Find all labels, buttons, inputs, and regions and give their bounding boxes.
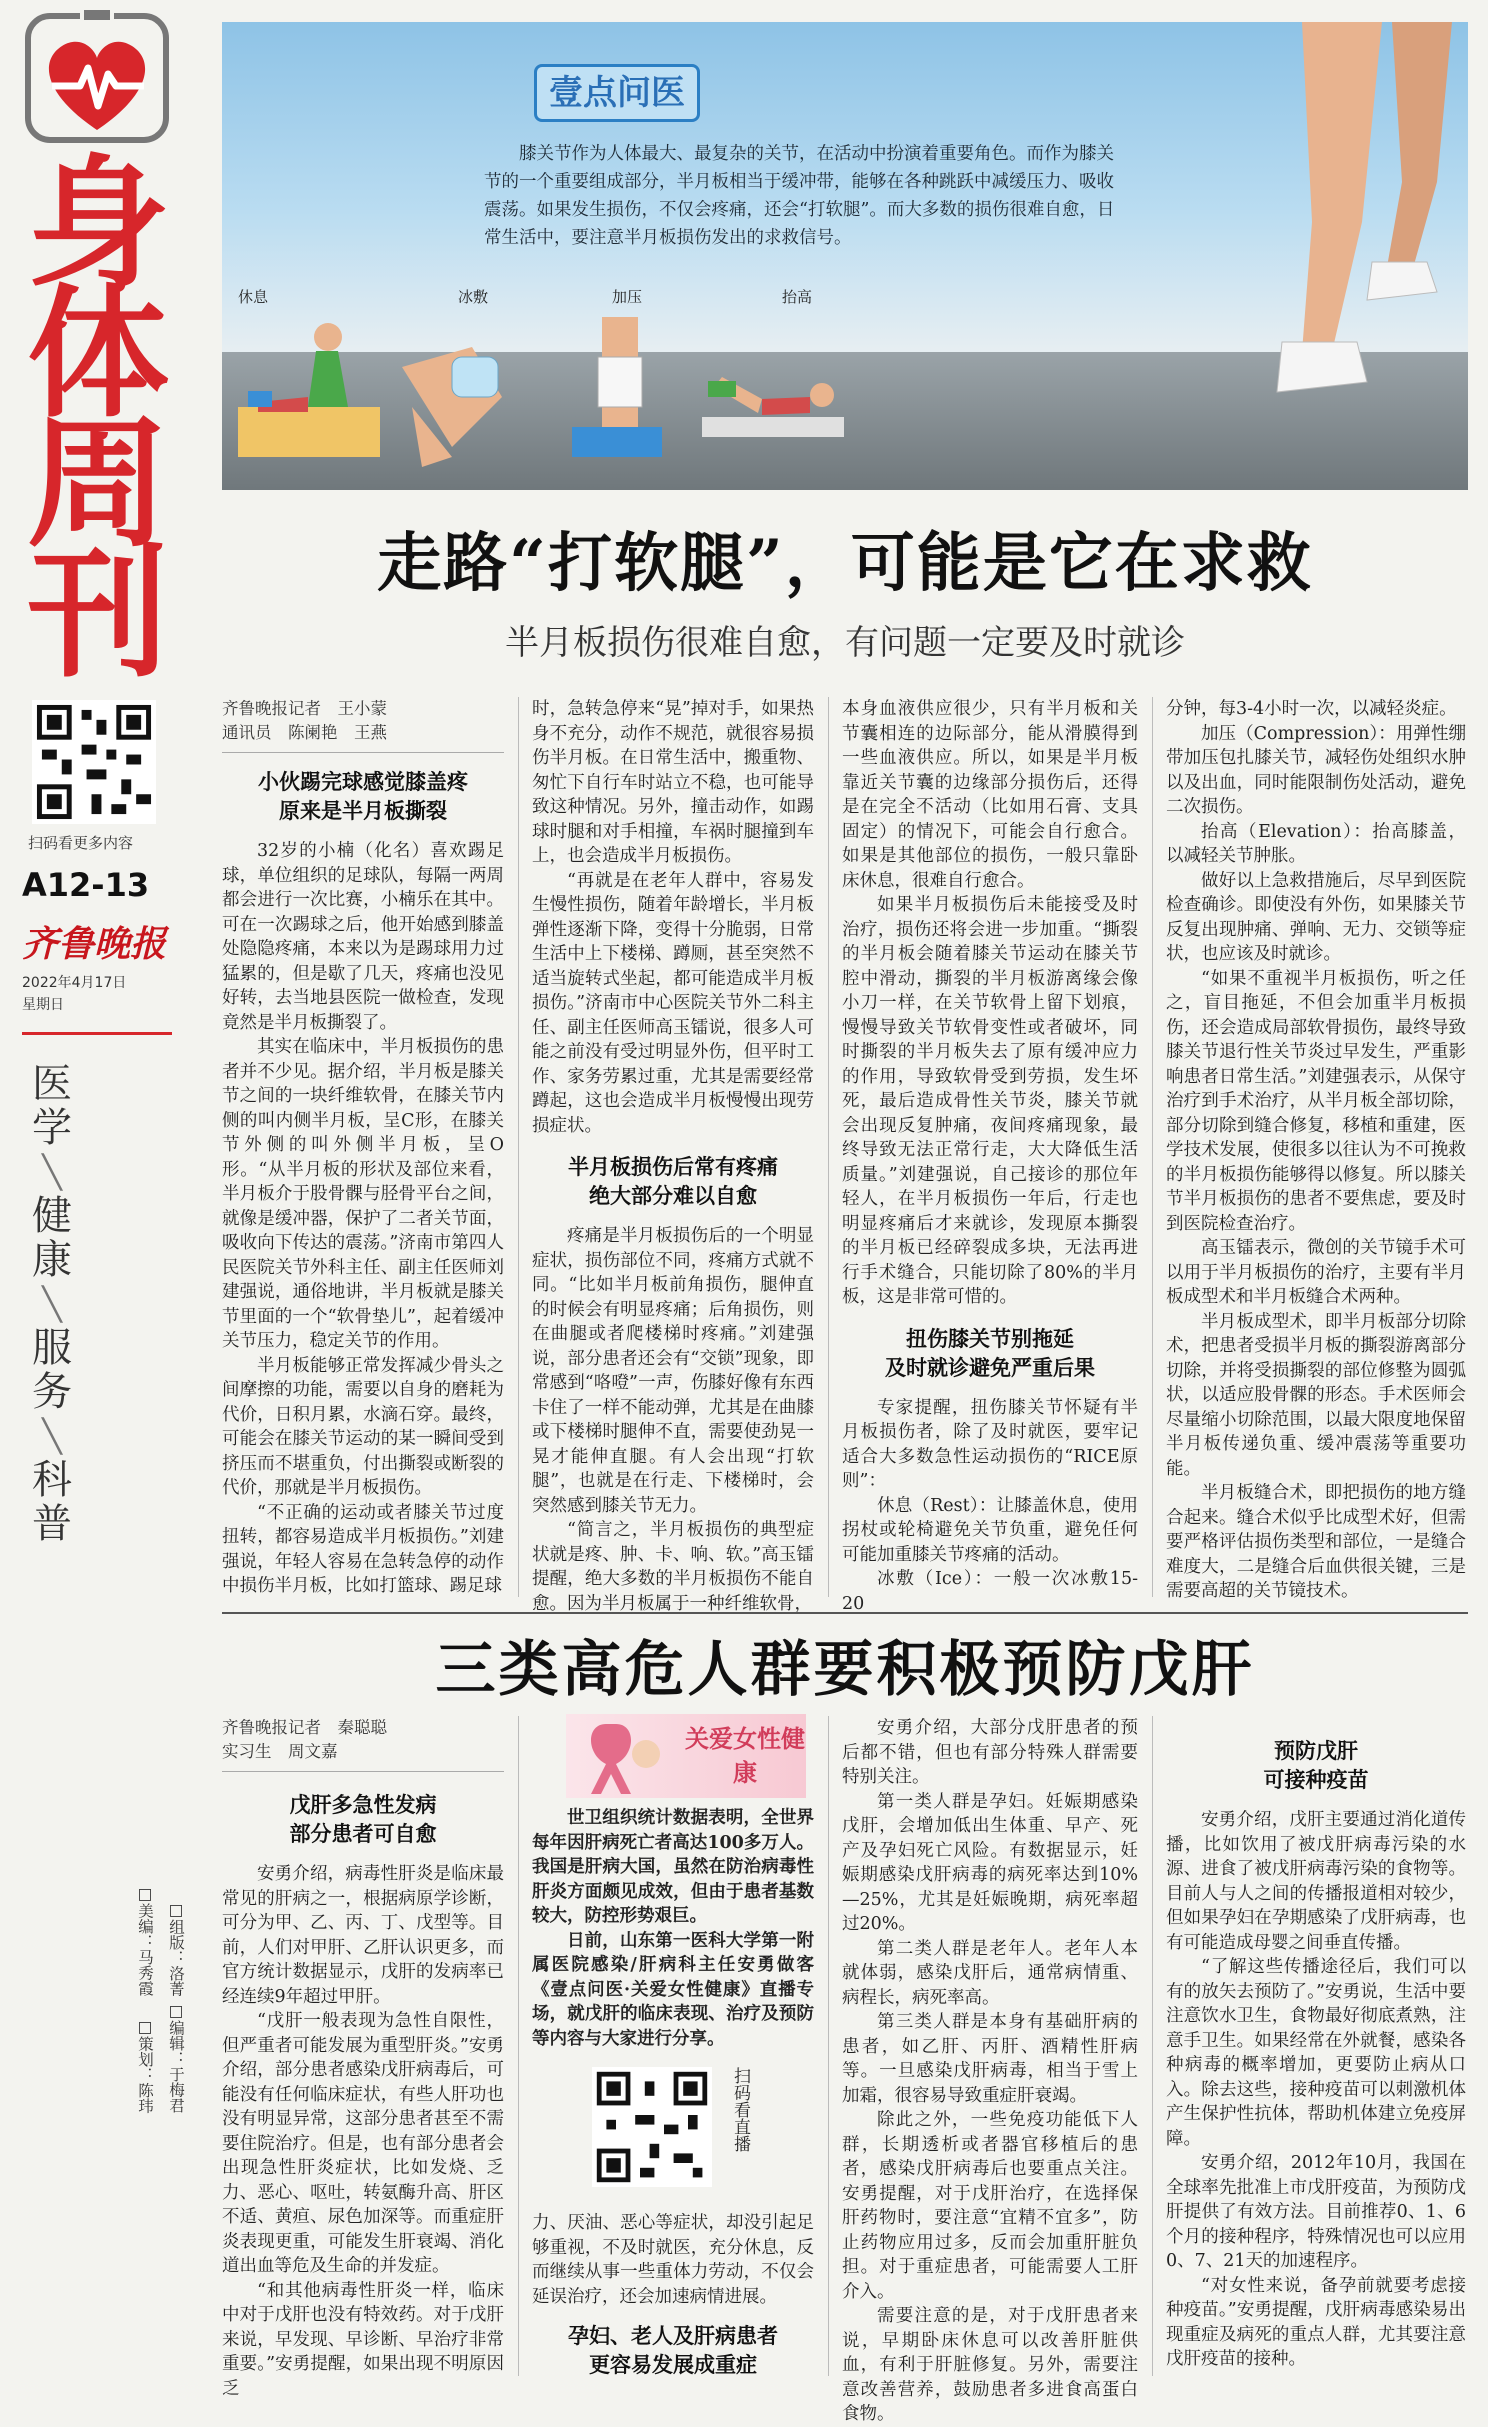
article2-column-3 xyxy=(842,1716,1138,2427)
column-rule xyxy=(828,697,829,1597)
paragraph: “了解这些传播途径后，我们可以有的放矢去预防了。”安勇说，生活中要注意饮水卫生，食物最好彻底煮熟，注意手卫生。如果经常在外就餐，感染各种病毒的概率增加，更要防止病从口入。除去这些，接种疫苗可以刺激机体产生保护性抗体，帮助机体建立免疫屏障。 xyxy=(1166,1957,1466,2149)
paragraph: 第二类人群是老年人。老年人本就体弱，感染戊肝后，通常病情重、病程长，病死率高。 xyxy=(842,1938,1138,2008)
section-divider xyxy=(222,1612,1468,1614)
rice-elevation-panel xyxy=(702,286,844,476)
section-word-service: 服务 xyxy=(32,1325,72,1415)
issue-weekday: 星期日 xyxy=(22,997,64,1013)
slash-divider: ╲ xyxy=(42,1153,62,1191)
masthead-char-1: 身 xyxy=(27,142,169,307)
article2-col4-subhead: 预防戊肝 可接种疫苗 xyxy=(1263,1738,1369,1792)
issue-date: 2022年4月17日 xyxy=(22,975,127,991)
masthead-divider xyxy=(22,1032,172,1035)
article2-intro-2: 日前，山东第一医科大学第一附属医院感染/肝病科主任安勇做客《壹点问医·关爱女性健康》直播专场，就戊肝的临床表现、治疗及预防等内容与大家进行分享。 xyxy=(532,1930,814,2049)
article2-column-2 xyxy=(532,1806,814,2393)
rice-compression-panel xyxy=(552,286,694,476)
paragraph: “简言之，半月板损伤的典型症状就是疼、肿、卡、响、软。”高玉镭提醒，绝大多数的半月板损伤不能自愈。因为半月板属于一种纤维软骨， xyxy=(532,1520,814,1614)
paragraph: 加压（Compression）：用弹性绷带加压包扎膝关节，减轻伤处组织水肿以及出血，同时能限制伤处活动，避免二次损伤。 xyxy=(1166,723,1466,817)
paragraph: 冰敷（Ice）：一般一次冰敷15-20 xyxy=(842,1569,1138,1614)
paragraph: “戊肝一般表现为急性自限性，但严重者可能发展为重型肝炎。”安勇介绍，部分患者感染戊肝病毒后，可能没有任何临床症状，有些人肝功也没有明显异常，这部分患者甚至不需要住院治疗。但是，也有部分患者会出现急性肝炎症状，比如发烧、乏力、恶心、呕吐，转氨酶升高、肝区不适、黄疸、尿色加深等。而重症肝炎表现更重，可能发生肝衰竭、消化道出血等危及生命的并发症。 xyxy=(222,2011,504,2276)
heart-pulse-icon xyxy=(22,8,172,148)
live-qr-block xyxy=(532,2061,814,2201)
pink-ribbon-icon xyxy=(566,1714,676,1798)
article2-column-4 xyxy=(1166,1728,1466,2372)
article1-col1-subhead: 小伙踢完球感觉膝盖疼 原来是半月板撕裂 xyxy=(258,769,468,823)
article1-column-3 xyxy=(842,697,1138,1616)
article1-col3-subhead: 扭伤膝关节别拖延 及时就诊避免严重后果 xyxy=(885,1325,1095,1380)
paragraph: 分钟，每3-4小时一次，以减轻炎症。 xyxy=(1166,699,1457,719)
article1-byline-correspondent: 通讯员 陈阑艳 王燕 xyxy=(222,723,387,742)
icon-label-elevation: 抬高 xyxy=(782,288,813,306)
editor-credits xyxy=(134,1885,194,2119)
article2-intro: 世卫组织统计数据表明，全世界每年因肝病死亡者高达100多万人。我国是肝病大国，虽然在防治病毒性肝炎方面颇见成效，但由于患者基数较大，防控形势艰巨。 xyxy=(532,1808,814,1926)
page-range: A12-13 xyxy=(22,866,150,904)
ice-pack-icon xyxy=(392,307,534,467)
paragraph: 安勇介绍，病毒性肝炎是临床最常见的肝病之一，根据病原学诊断，可分为甲、乙、丙、丁、戊型等。目前，人们对甲肝、乙肝认识更多，而官方统计数据显示，戊肝的发病率已经连续9年超过甲肝。 xyxy=(222,1864,504,2007)
live-qr-caption: 扫码看直播 xyxy=(730,2067,750,2152)
slash-divider: ╲ xyxy=(42,1417,62,1455)
article1-column-2 xyxy=(532,697,814,1616)
rice-rest-panel xyxy=(238,286,380,476)
article2-col2-subhead: 孕妇、老人及肝病患者 更容易发展成重症 xyxy=(568,2323,778,2377)
rest-icon xyxy=(238,307,380,467)
paragraph: 安勇介绍，2012年10月，我国在全球率先批准上市戊肝疫苗，为预防戊肝提供了有效方法。目前推荐0、1、6个月的接种程序，特殊情况也可以应用0、7、21天的加速程序。 xyxy=(1166,2153,1466,2271)
article2-title: 三类高危人群要积极预防戊肝 xyxy=(435,1635,1255,1705)
rice-ice-panel xyxy=(392,286,534,476)
paragraph: 专家提醒，扭伤膝关节怀疑有半月板损伤者，除了及时就医，要牢记适合大多数急性运动损伤的“RICE原则”： xyxy=(842,1397,1138,1491)
column-rule xyxy=(518,1716,519,2376)
paragraph: 休息（Rest）：让膝盖休息，使用拐杖或轮椅避免关节负重，避免任何可能加重膝关节疼痛的活动。 xyxy=(842,1495,1138,1565)
article2-column-1 xyxy=(222,1716,504,2401)
column-rule xyxy=(828,1716,829,2376)
paper-logo: 齐鲁晚报 xyxy=(22,923,167,965)
article2-byline-intern: 实习生 周文嘉 xyxy=(222,1742,338,1761)
article2-byline-reporter: 齐鲁晚报记者 秦聪聪 xyxy=(222,1718,387,1737)
paragraph: 高玉镭表示，微创的关节镜手术可以用于半月板损伤的治疗，主要有半月板成型术和半月板缝合术两种。 xyxy=(1166,1238,1466,1307)
paragraph: “不正确的运动或者膝关节过度扭转，都容易造成半月板损伤。”刘建强说，年轻人容易在急转急停的动作中损伤半月板，比如打篮球、踢足球 xyxy=(222,1502,504,1596)
ask-doctor-tag: 壹点问医 xyxy=(534,64,700,122)
icon-label-ice: 冰敷 xyxy=(458,288,489,306)
article1-col2-subhead: 半月板损伤后常有疼痛 绝大部分难以自愈 xyxy=(568,1154,778,1208)
paragraph: “再就是在老年人群中，容易发生慢性损伤，随着年龄增长，半月板弹性逐渐下降，变得十分脆弱，日常生活中上下楼梯、蹲厕，甚至突然不适当旋转式坐起，都可能造成半月板损伤。”济南市中心医院关节外二科主任、副主任医师高玉镭说，很多人可能之前没有受过明显外伤，但平时工作、家务劳累过重，尤其是需要经常蹲起，这也会造成半月板慢慢出现劳损症状。 xyxy=(532,870,814,1136)
column-rule xyxy=(1152,1716,1153,2376)
paragraph: 力、厌油、恶心等症状，却没引起足够重视，不及时就医，充分休息，反而继续从事一些重体力劳动，不仅会延误治疗，还会加速病情进展。 xyxy=(532,2213,814,2307)
article1-column-1 xyxy=(222,697,504,1599)
byline-rule xyxy=(222,751,504,753)
credit-layout: □组版：洛菁 xyxy=(166,1900,185,1996)
column-rule xyxy=(1152,697,1153,1597)
article1-column-4 xyxy=(1166,697,1466,1604)
credit-editor: □编辑：于梅君 xyxy=(166,2002,185,2113)
paragraph: 安勇介绍，大部分戊肝患者的预后都不错，但也有部分特殊人群需要特别关注。 xyxy=(842,1718,1138,1787)
icon-label-compression: 加压 xyxy=(612,288,643,306)
paragraph: 半月板缝合术，即把损伤的地方缝合起来。缝合术似乎比成型术好，但需要严格评估损伤类型和部位，一是缝合难度大，二是缝合后血供很关键，三是需要高超的关节镜技术。 xyxy=(1166,1483,1466,1601)
masthead-char-2: 体 xyxy=(27,272,169,437)
live-qr-code[interactable] xyxy=(592,2067,712,2187)
paragraph: 如果半月板损伤后未能接受及时治疗，损伤还将会进一步加重。“撕裂的半月板会随着膝关节运动在膝关节腔中滑动，撕裂的半月板游离缘会像小刀一样，在关节软骨上留下划痕，慢慢导致关节软骨变性或者破坏，同时撕裂的半月板失去了原有缓冲应力的作用，导致软骨受到劳损，发生坏死，最后造成骨性关节炎，膝关节就会出现反复肿痛，夜间疼痛现象，最终导致无法正常行走，大大降低生活质量。”刘建强说，自己接诊的那位年轻人，在半月板损伤一年后，行走也明显疼痛后才来就诊，发现原本撕裂的半月板已经碎裂成多块，无法再进行手术缝合，只能切除了80%的半月板，这是非常可惜的。 xyxy=(842,895,1138,1307)
article1-title: 走路“打软腿”，可能是它在求救 xyxy=(377,526,1313,601)
slash-divider: ╲ xyxy=(42,1285,62,1323)
paragraph: 第一类人群是孕妇。妊娠期感染戊肝，会增加低出生体重、早产、死产及孕妇死亡风险。有数据显示，妊娠期感染戊肝病毒的病死率达到10%—25%，尤其是妊娠晚期，病死率超过20%。 xyxy=(842,1791,1138,1934)
banner-title: 关爱女性健康 xyxy=(685,1724,805,1787)
article2-col1-subhead: 戊肝多急性发病 部分患者可自愈 xyxy=(289,1792,437,1846)
paragraph: 32岁的小楠（化名）喜欢踢足球，单位组织的足球队，每隔一两周都会进行一次比赛，小楠乐在其中。可在一次踢球之后，他开始感到膝盖处隐隐疼痛，本来以为是踢球用力过猛累的，但是歇了几天，疼痛也没见好转，去当地县医院一做检查，发现竟然是半月板撕裂了。 xyxy=(222,841,504,1033)
leg-elevation-icon xyxy=(702,307,844,467)
paragraph: 疼痛是半月板损伤后的一个明显症状，损伤部位不同，疼痛方式就不同。“比如半月板前角损伤，腿伸直的时候会有明显疼痛；后角损伤，则在曲腿或者爬楼梯时疼痛。”刘建强说，部分患者还会有“交锁”现象，即常感到“咯噔”一声，伤膝好像有东西卡住了一样不能动弹，尤其是在曲膝或下楼梯时腿伸不直，需要使劲晃一晃才能伸直腿。有人会出现“打软腿”，也就是在行走、下楼梯时，会突然感到膝关节无力。 xyxy=(532,1226,814,1516)
paragraph: 安勇介绍，戊肝主要通过消化道传播，比如饮用了被戊肝病毒污染的水源、进食了被戊肝病毒污染的食物等。目前人与人之间的传播报道相对较少，但如果孕妇在孕期感染了戊肝病毒，也有可能造成母婴之间垂直传播。 xyxy=(1166,1810,1466,1953)
masthead-char-4: 刊 xyxy=(27,532,169,697)
credit-art: □美编：马秀霞 xyxy=(136,1885,154,1996)
article1-subtitle: 半月板损伤很难自愈，有问题一定要及时就诊 xyxy=(505,623,1185,663)
paragraph: “对女性来说，备孕前就要考虑接种疫苗。”安勇提醒，戊肝病毒感染易出现重症及病死的重点人群，尤其要注意戊肝疫苗的接种。 xyxy=(1166,2275,1466,2369)
column-rule xyxy=(518,697,519,1597)
paragraph: “和其他病毒性肝炎一样，临床中对于戊肝也没有特效药。对于戊肝来说，早发现、早诊断、早治疗非常重要。”安勇提醒，如果出现不明原因乏 xyxy=(222,2280,504,2399)
section-word-medicine: 医学 xyxy=(32,1061,72,1151)
paragraph: 本身血液供应很少，只有半月板和关节囊相连的边际部分，能从滑膜得到一些血液供应。所以，如果是半月板靠近关节囊的边缘部分损伤后，还得是在完全不活动（比如用石膏、支具固定）的情况下，可能会自行愈合。如果是其他部位的损伤，一般只靠卧床休息，很难自行愈合。 xyxy=(842,699,1138,891)
paragraph: 需要注意的是，对于戊肝患者来说，早期卧床休息可以改善肝脏供血，有利于肝脏修复。另外，需要注意改善营养，鼓励患者多进食高蛋白食物。 xyxy=(842,2306,1138,2424)
bandage-icon xyxy=(552,307,694,467)
section-word-science: 科普 xyxy=(32,1457,72,1547)
paragraph: 时，急转急停来“晃”掉对手，如果热身不充分，动作不规范，就很容易损伤半月板。在日常生活中，搬重物、匆忙下自行车时站立不稳，也可能导致这种情况。另外，撞击动作，如踢球时腿和对手相撞，车祸时腿撞到车上，也会造成半月板损伤。 xyxy=(532,699,814,866)
paragraph: 抬高（Elevation）：抬高膝盖，以减轻关节肿胀。 xyxy=(1166,821,1466,866)
paragraph: 其实在临床中，半月板损伤的患者并不少见。据介绍，半月板是膝关节之间的一块纤维软骨，在膝关节内侧的叫内侧半月板，呈C形，在膝关节外侧的叫外侧半月板，呈O形。“从半月板的形状及部位来看，半月板介于股骨髁与胫骨平台之间，就像是缓冲器，保护了二者关节面，吸收向下传达的震荡。”济南市第四人民医院关节外科主任、副主任医师刘建强说，通俗地讲，半月板就是膝关节里面的一个“软骨垫儿”，起着缓冲关节压力，稳定关节的作用。 xyxy=(222,1037,504,1351)
paragraph: “如果不重视半月板损伤，听之任之，盲目拖延，不但会加重半月板损伤，还会造成局部软骨损伤，最终导致膝关节退行性关节炎过早发生，严重影响患者日常生活。”刘建强表示，从保守治疗到手术治疗，从半月板全部切除，部分切除到缝合修复，移植和重建，医学技术发展，使很多以往认为不可挽救的半月板损伤能够得以修复。所以膝关节半月板损伤的患者不要焦虑，要及时到医院检查治疗。 xyxy=(1166,968,1466,1234)
paragraph: 半月板成型术，即半月板部分切除术，把患者受损半月板的撕裂游离部分切除，并将受损撕裂的部位修整为圆弧状，以适应股骨髁的形态。手术医师会尽量缩小切除范围，以最大限度地保留半月板传递负重、缓冲震荡等重要功能。 xyxy=(1166,1311,1466,1479)
qr-code[interactable] xyxy=(32,700,156,824)
credit-plan: □策划：陈玮 xyxy=(136,2017,154,2113)
qr-caption: 扫码看更多内容 xyxy=(28,834,134,852)
byline-rule xyxy=(222,1770,504,1772)
section-word-health: 健康 xyxy=(32,1193,72,1283)
masthead-column xyxy=(0,0,200,2395)
section-list xyxy=(22,1062,82,1546)
runner-legs-illustration xyxy=(1182,22,1462,462)
article1-byline-reporter: 齐鲁晚报记者 王小蒙 xyxy=(222,699,387,718)
masthead-char-3: 周 xyxy=(27,402,169,567)
hero-intro: 膝关节作为人体最大、最复杂的关节，在活动中扮演着重要角色。而作为膝关节的一个重要组成部分，半月板相当于缓冲带，能够在各种跳跃中减缓压力、吸收震荡。如果发生损伤，不仅会疼痛，还会“打软腿”。而大多数的损伤很难自愈，日常生活中，要注意半月板损伤发出的求救信号。 xyxy=(484,144,1115,248)
hero-image xyxy=(222,22,1468,490)
paragraph: 做好以上急救措施后，尽早到医院检查确诊。即使没有外伤，如果膝关节反复出现肿痛、弹响、无力、交锁等症状，也应该及时就诊。 xyxy=(1166,870,1466,964)
paragraph: 第三类人群是本身有基础肝病的患者，如乙肝、丙肝、酒精性肝病等。一旦感染戊肝病毒，相当于雪上加霜，很容易导致重症肝衰竭。 xyxy=(842,2012,1138,2106)
paragraph: 半月板能够正常发挥减少骨头之间摩擦的功能，需要以自身的磨耗为代价，日积月累，水滴石穿。最终，可能会在膝关节运动的某一瞬间受到挤压而不堪重负，付出撕裂或断裂的代价，那就是半月板损伤。 xyxy=(222,1355,504,1498)
icon-label-rest: 休息 xyxy=(238,288,269,306)
paragraph: 除此之外，一些免疫功能低下人群，长期透析或者器官移植后的患者，感染戊肝病毒后也要重点关注。安勇提醒，对于戊肝治疗，在选择保肝药物时，要注意“宜精不宜多”，防止药物应用过多，反而会加重肝脏负担。对于重症患者，可能需要人工肝介入。 xyxy=(842,2110,1138,2302)
